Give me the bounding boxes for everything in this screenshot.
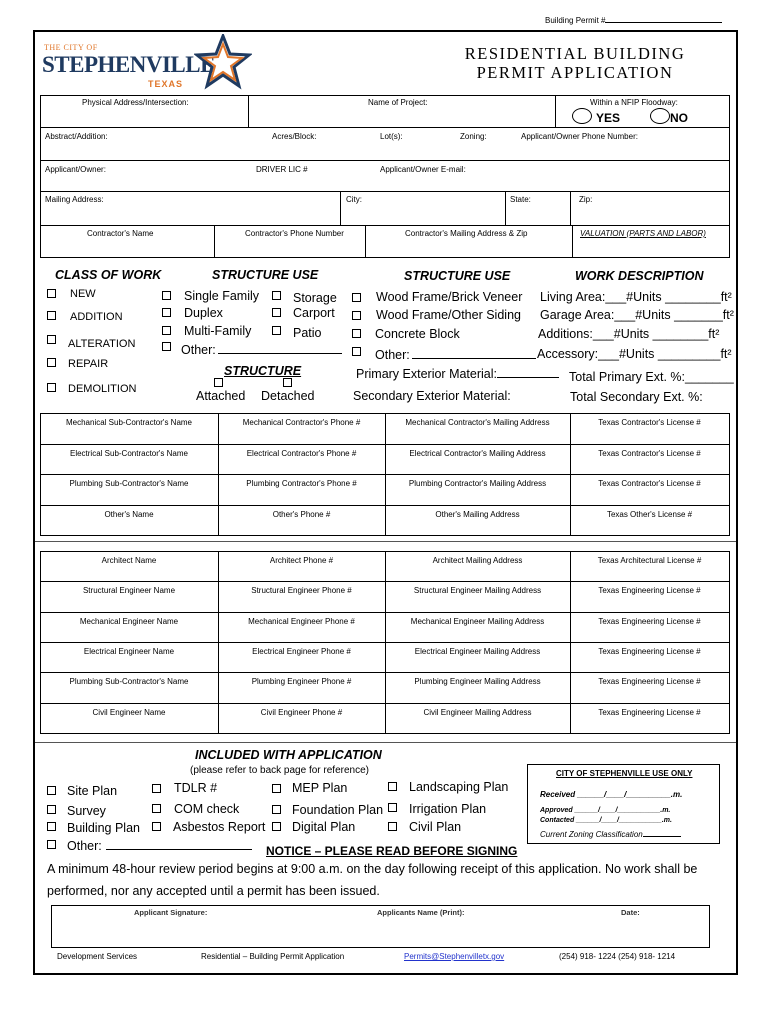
checkbox-mep-plan[interactable]	[272, 784, 281, 793]
secondary-exterior-label: Secondary Exterior Material:	[353, 389, 511, 403]
subcontractor-cell: Other's Name	[104, 509, 154, 519]
mep-plan-label: MEP Plan	[292, 781, 348, 795]
professional-cell: Architect Phone #	[269, 556, 334, 565]
site-plan-label: Site Plan	[67, 784, 118, 798]
garage-area-label: Garage Area:___#Units _______ft²	[540, 308, 734, 322]
professional-cell: Electrical Engineer Name	[83, 646, 175, 656]
acres-label: Acres/Block:	[272, 132, 317, 141]
use-duplex-label: Duplex	[184, 306, 223, 320]
contractor-phone-label: Contractor's Phone Number	[245, 229, 344, 238]
professional-cell: Mechanical Engineer Phone #	[248, 616, 355, 626]
checkbox-exterior-other[interactable]	[352, 347, 361, 356]
subcontractor-cell: Texas Contractor's License #	[598, 418, 701, 427]
class-alteration-label: ALTERATION	[68, 338, 136, 350]
date-label: Date:	[621, 908, 640, 917]
checkbox-civil-plan[interactable]	[388, 822, 397, 831]
tdlr-label: TDLR #	[174, 781, 218, 795]
building-permit-number: Building Permit #	[545, 15, 722, 25]
professional-cell: Structural Engineer Phone #	[251, 586, 352, 596]
survey-label: Survey	[67, 804, 106, 818]
owner-email-label: Applicant/Owner E-mail:	[380, 165, 466, 174]
use-storage-label: Storage	[293, 291, 337, 305]
zoning-label: Zoning:	[460, 132, 487, 141]
class-demolition-label: DEMOLITION	[68, 383, 137, 395]
professional-cell: Civil Engineer Mailing Address	[423, 707, 532, 717]
applicant-name-label: Applicants Name (Print):	[377, 908, 465, 917]
lots-label: Lot(s):	[380, 132, 403, 141]
valuation-label: VALUATION (PARTS AND LABOR)	[580, 229, 706, 238]
checkbox-concrete-block[interactable]	[352, 329, 361, 338]
owner-label: Applicant/Owner:	[45, 165, 106, 174]
structure-use-title-2: STRUCTURE USE	[404, 269, 511, 283]
driver-license-label: DRIVER LIC #	[256, 165, 308, 174]
work-description-title: WORK DESCRIPTION	[575, 269, 704, 283]
professional-cell: Texas Engineering License #	[598, 646, 701, 656]
contractor-address-label: Contractor's Mailing Address & Zip	[405, 229, 528, 238]
class-addition-label: ADDITION	[70, 311, 123, 323]
checkbox-digital-plan[interactable]	[272, 822, 281, 831]
digital-plan-label: Digital Plan	[292, 820, 356, 834]
exterior-other-label: Other:	[375, 348, 536, 362]
city-logo: THE CITY OF STEPHENVILLE TEXAS	[42, 42, 252, 94]
professional-cell: Plumbing Engineer Phone #	[251, 677, 352, 687]
use-other-label: Other:	[181, 343, 342, 357]
total-primary-label: Total Primary Ext. %:_______	[569, 370, 734, 384]
professional-cell: Mechanical Engineer Mailing Address	[410, 616, 545, 626]
owner-phone-label: Applicant/Owner Phone Number:	[521, 132, 638, 141]
subcontractor-cell: Texas Contractor's License #	[598, 479, 701, 488]
subcontractor-cell: Texas Contractor's License #	[598, 448, 701, 458]
wood-brick-label: Wood Frame/Brick Veneer	[376, 290, 523, 304]
checkbox-site-plan[interactable]	[47, 786, 56, 795]
checkbox-repair[interactable]	[47, 358, 56, 367]
checkbox-landscaping[interactable]	[388, 782, 397, 791]
accessory-area-label: Accessory:___#Units _________ft²	[537, 347, 732, 361]
checkbox-attached[interactable]	[214, 378, 223, 387]
professional-cell: Electrical Engineer Mailing Address	[414, 646, 541, 656]
contractor-name-label: Contractor's Name	[87, 229, 154, 238]
notice-text-line2: performed, nor any accepted until a permit has been issued.	[47, 884, 380, 898]
checkbox-survey[interactable]	[47, 805, 56, 814]
class-new-label: NEW	[70, 288, 96, 300]
checkbox-duplex[interactable]	[162, 308, 171, 317]
professional-cell: Texas Engineering License #	[598, 707, 701, 717]
checkbox-alteration[interactable]	[47, 335, 56, 344]
footer-department: Development Services	[57, 952, 138, 961]
state-label: State:	[510, 195, 531, 204]
checkbox-carport[interactable]	[272, 308, 281, 317]
primary-exterior-label: Primary Exterior Material:	[356, 367, 559, 381]
foundation-plan-label: Foundation Plan	[292, 803, 384, 817]
zip-label: Zip:	[579, 195, 593, 204]
structure-title: STRUCTURE	[224, 364, 302, 378]
class-of-work-title: CLASS OF WORK	[55, 268, 162, 282]
checkbox-wood-brick[interactable]	[352, 293, 361, 302]
zoning-class-field: Current Zoning Classification	[540, 829, 681, 839]
included-note: (please refer to back page for reference)	[190, 765, 369, 776]
subcontractor-cell: Electrical Sub-Contractor's Name	[69, 448, 188, 458]
checkbox-building-plan[interactable]	[47, 822, 56, 831]
professional-cell: Architect Name	[101, 556, 157, 565]
professional-cell: Texas Engineering License #	[598, 677, 701, 687]
checkbox-single-family[interactable]	[162, 291, 171, 300]
civil-plan-label: Civil Plan	[409, 820, 462, 834]
abstract-label: Abstract/Addition:	[45, 132, 108, 141]
checkbox-detached[interactable]	[283, 378, 292, 387]
additions-area-label: Additions:___#Units ________ft²	[538, 327, 720, 341]
use-patio-label: Patio	[293, 326, 322, 340]
applicant-signature-label: Applicant Signature:	[134, 908, 208, 917]
detached-label: Detached	[261, 389, 315, 403]
com-check-label: COM check	[174, 802, 240, 816]
concrete-block-label: Concrete Block	[375, 327, 460, 341]
subcontractor-cell: Electrical Contractor's Phone #	[246, 448, 357, 458]
living-area-label: Living Area:___#Units ________ft²	[540, 290, 732, 304]
building-plan-label: Building Plan	[67, 821, 140, 835]
use-single-family-label: Single Family	[184, 289, 260, 303]
professional-cell: Architect Mailing Address	[432, 556, 523, 565]
subcontractor-cell: Other's Mailing Address	[435, 509, 520, 519]
subcontractor-cell: Mechanical Contractor's Phone #	[242, 418, 361, 427]
received-field: Received ______/____/__________.m.	[540, 790, 683, 799]
attached-label: Attached	[196, 389, 246, 403]
subcontractor-cell: Other's Phone #	[272, 509, 331, 519]
checkbox-wood-siding[interactable]	[352, 311, 361, 320]
subcontractor-cell: Mechanical Sub-Contractor's Name	[65, 418, 193, 427]
approved-field: Approved ______/____/___________.m.	[540, 807, 671, 814]
irrigation-label: Irrigation Plan	[409, 802, 487, 816]
floodway-label: Within a NFIP Floodway:	[590, 98, 678, 107]
subcontractor-cell: Mechanical Contractor's Mailing Address	[405, 418, 550, 427]
professional-cell: Plumbing Sub-Contractor's Name	[69, 677, 189, 687]
subcontractor-cell: Texas Other's License #	[606, 509, 693, 519]
floodway-no-radio[interactable]	[650, 108, 670, 124]
professional-cell: Civil Engineer Name	[92, 707, 166, 717]
physical-address-label: Physical Address/Intersection:	[82, 98, 189, 107]
project-name-label: Name of Project:	[368, 98, 428, 107]
asbestos-label: Asbestos Report	[173, 820, 266, 834]
subcontractor-cell: Plumbing Contractor's Phone #	[246, 479, 357, 488]
star-icon	[194, 34, 252, 92]
checkbox-tdlr[interactable]	[152, 784, 161, 793]
professional-cell: Texas Engineering License #	[598, 586, 701, 596]
checkbox-new[interactable]	[47, 289, 56, 298]
checkbox-com-check[interactable]	[152, 804, 161, 813]
subcontractor-cell: Plumbing Sub-Contractor's Name	[69, 479, 189, 488]
footer-phones: (254) 918- 1224 (254) 918- 1214	[559, 952, 676, 961]
included-other-label: Other:	[67, 838, 252, 853]
class-repair-label: REPAIR	[68, 358, 109, 370]
total-secondary-label: Total Secondary Ext. %:	[570, 390, 703, 404]
professional-cell: Civil Engineer Phone #	[260, 707, 343, 717]
checkbox-demolition[interactable]	[47, 383, 56, 392]
professional-cell: Texas Architectural License #	[597, 556, 702, 565]
city-use-only-title: CITY OF STEPHENVILLE USE ONLY	[556, 769, 693, 778]
checkbox-included-other[interactable]	[47, 840, 56, 849]
checkbox-multi-family[interactable]	[162, 326, 171, 335]
included-title: INCLUDED WITH APPLICATION	[195, 748, 382, 762]
checkbox-asbestos[interactable]	[152, 822, 161, 831]
use-carport-label: Carport	[293, 306, 335, 320]
checkbox-foundation-plan[interactable]	[272, 805, 281, 814]
professional-cell: Structural Engineer Mailing Address	[413, 586, 542, 596]
structure-use-title-1: STRUCTURE USE	[212, 268, 319, 282]
floodway-yes-label: YES	[596, 111, 621, 125]
floodway-no-label: NO	[670, 111, 688, 125]
contacted-field: Contacted ______/____/___________.m.	[540, 817, 672, 824]
professional-cell: Electrical Engineer Phone #	[252, 646, 351, 656]
mailing-address-label: Mailing Address:	[45, 195, 104, 204]
checkbox-irrigation[interactable]	[388, 803, 397, 812]
notice-heading: NOTICE – PLEASE READ BEFORE SIGNING	[266, 844, 518, 858]
footer-document-name: Residential – Building Permit Application	[201, 952, 345, 961]
professional-cell: Mechanical Engineer Name	[79, 616, 179, 626]
subcontractor-cell: Plumbing Contractor's Mailing Address	[408, 479, 547, 488]
checkbox-use-other[interactable]	[162, 342, 171, 351]
floodway-yes-radio[interactable]	[572, 108, 592, 124]
page-title: RESIDENTIAL BUILDING PERMIT APPLICATION	[464, 44, 686, 82]
professional-cell: Texas Engineering License #	[598, 616, 701, 626]
checkbox-patio[interactable]	[272, 326, 281, 335]
checkbox-storage[interactable]	[272, 291, 281, 300]
footer-email-link[interactable]: Permits@Stephenvilletx.gov	[404, 952, 505, 961]
professional-cell: Structural Engineer Name	[82, 586, 176, 596]
use-multi-family-label: Multi-Family	[184, 324, 252, 338]
notice-text-line1: A minimum 48-hour review period begins at 9:00 a.m. on the day following receipt of this application. No work shall be	[47, 862, 698, 876]
city-label: City:	[346, 195, 362, 204]
checkbox-addition[interactable]	[47, 311, 56, 320]
subcontractor-cell: Electrical Contractor's Mailing Address	[409, 448, 546, 458]
professional-cell: Plumbing Engineer Mailing Address	[414, 677, 541, 687]
wood-siding-label: Wood Frame/Other Siding	[376, 308, 521, 322]
landscaping-label: Landscaping Plan	[409, 780, 509, 794]
